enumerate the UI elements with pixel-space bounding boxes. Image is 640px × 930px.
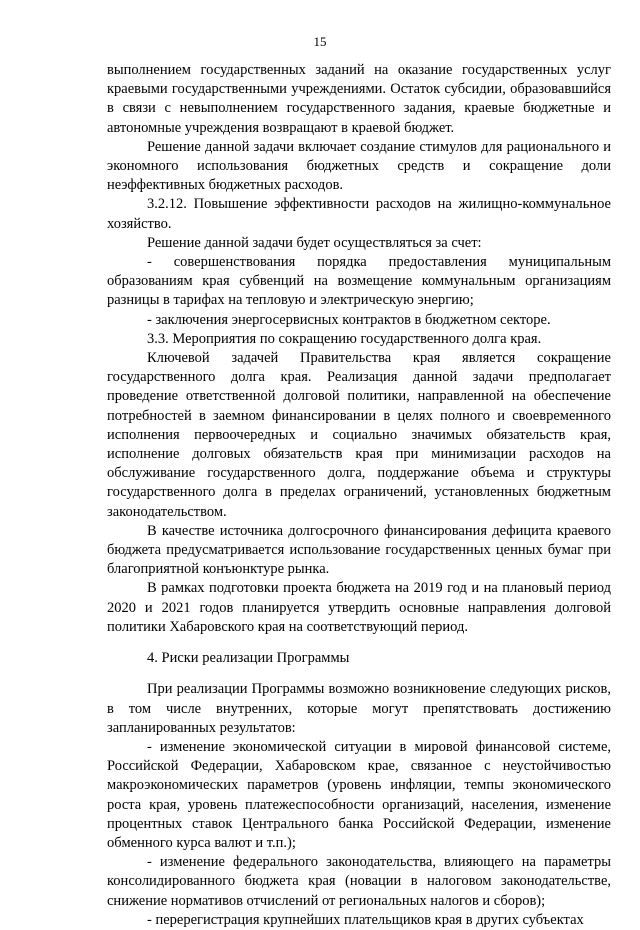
paragraph: Ключевой задачей Правительства края является сокращение государственного долга края. Реализация данной задачи предполагает проведение ответственной долговой политики, направленной на обеспечение потребностей в заемном финансировании в целях полного и своевременного исполнения первоочередных и социально значимых обязательств края, исполнение долговых обязательств края при минимизации расходов на обслуживание государственного долга, поддержание объема и структуры государственного долга в пределах ограничений, установленных бюджетным законодательством. — [107, 350, 611, 520]
paragraph: Решение данной задачи включает создание стимулов для рационального и экономного использования бюджетных средств и сокращение доли неэффективных бюджетных расходов. — [107, 138, 611, 194]
section-heading: 4. Риски реализации Программы — [147, 650, 350, 667]
paragraph: Решение данной задачи будет осуществляться за счет: — [147, 234, 482, 251]
paragraph: - перерегистрация крупнейших плательщиков края в других субъектах — [147, 911, 584, 928]
paragraph: - заключения энергосервисных контрактов в бюджетном секторе. — [147, 311, 551, 328]
body-text — [107, 61, 611, 930]
page-number: 15 — [313, 34, 327, 49]
paragraph: выполнением государственных заданий на оказание государственных услуг краевыми государственными учреждениями. Остаток субсидии, образовавшийся в связи с невыполнением государственного задания, краевые бюджетные и автономные учреждения возвращают в краевой бюджет. — [107, 62, 611, 136]
paragraph: При реализации Программы возможно возникновение следующих рисков, в том числе внутренних, которые могут препятствовать достижению запланированных результатов: — [107, 681, 611, 736]
paragraph: В рамках подготовки проекта бюджета на 2019 год и на плановый период 2020 и 2021 годов планируется утвердить основные направления долговой политики Хабаровского края на соответствующий период. — [107, 580, 611, 635]
paragraph: В качестве источника долгосрочного финансирования дефицита краевого бюджета предусматривается использование государственных ценных бумаг при благоприятной конъюнктуре рынка. — [107, 522, 611, 578]
paragraph: 3.2.12. Повышение эффективности расходов на жилищно-коммунальное хозяйство. — [107, 196, 611, 232]
paragraph: - изменение федерального законодательства, влияющего на параметры консолидированного бюджета края (новации в налоговом законодательстве, снижение нормативов отчислений от региональных налогов и сборов); — [107, 854, 611, 909]
paragraph: - изменение экономической ситуации в мировой финансовой системе, Российской Федерации, Хабаровском крае, связанное с неустойчивостью макроэкономических параметров (уровень инфляции, темпы экономического роста края, уровень платежеспособности организаций, населения, изменение процентных ставок Центрального банка Российской Федерации, изменение обменного курса валют и т.п.); — [107, 738, 611, 851]
paragraph: - совершенствования порядка предоставления муниципальным образованиям края субвенций на возмещение коммунальным организациям разницы в тарифах на тепловую и электрическую энергию; — [107, 254, 611, 309]
paragraph: 3.3. Мероприятия по сокращению государственного долга края. — [147, 330, 542, 347]
